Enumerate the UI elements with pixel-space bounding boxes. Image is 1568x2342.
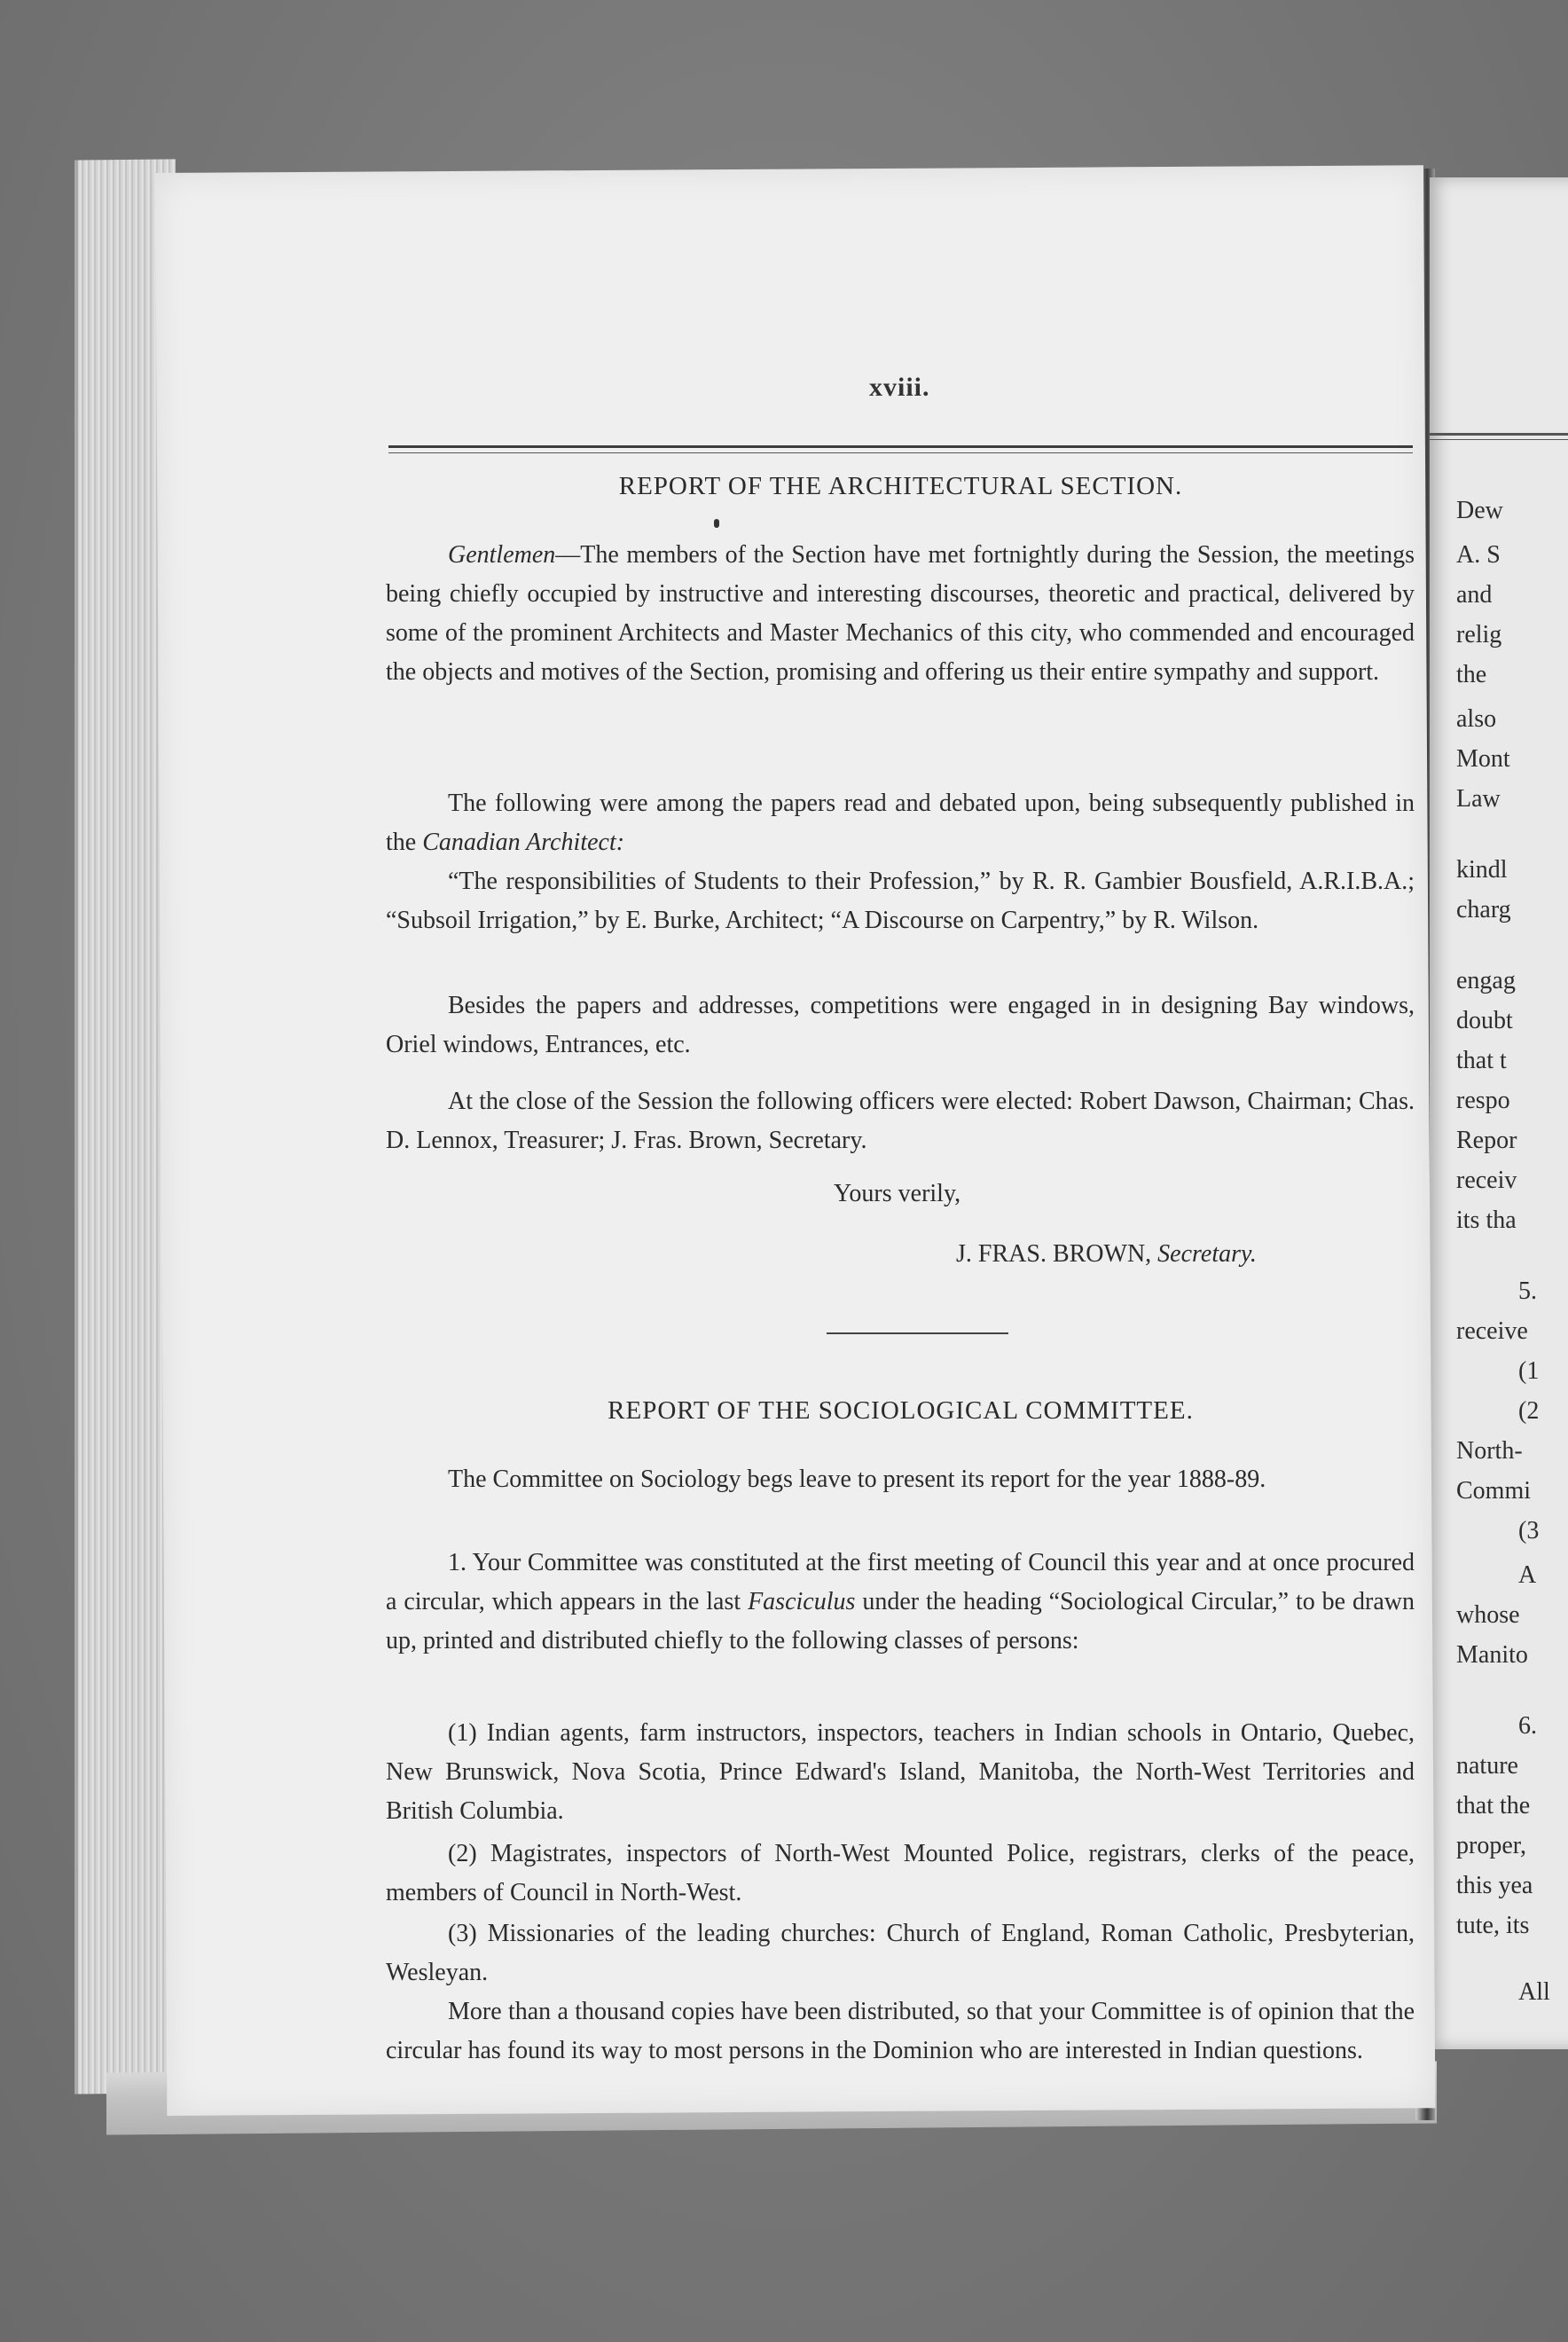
facing-page-fragment: whose — [1456, 1601, 1520, 1629]
architectural-heading: REPORT OF THE ARCHITECTURAL SECTION. — [618, 472, 1183, 500]
sociological-heading: REPORT OF THE SOCIOLOGICAL COMMITTEE. — [608, 1396, 1194, 1425]
sociological-intro: The Committee on Sociology begs leave to present its report for the year 1888-89. — [448, 1466, 1266, 1493]
class-1: (1) Indian agents, farm instructors, inspectors, teachers in Indian schools in Ontario, Quebec, New Brunswick, Nova Scotia, Prince Edward's Island, Manitoba, the North-West Territories and British Columbia. — [386, 1719, 1415, 1825]
facing-page-fragment: 6. — [1518, 1712, 1537, 1740]
page-number: xviii. — [869, 373, 930, 402]
facing-page-fragment: kindl — [1456, 856, 1508, 884]
facing-page-fragment: doubt — [1456, 1007, 1513, 1034]
facing-page-fragment: nature — [1456, 1752, 1518, 1780]
facing-page-fragment: relig — [1456, 621, 1502, 648]
facing-page-fragment: (2 — [1518, 1397, 1540, 1425]
architectural-paragraph-2 — [386, 784, 1415, 862]
architectural-paragraph-4: Besides the papers and addresses, competitions were engaged in in designing Bay windows, Oriel windows, Entrances, etc. — [386, 992, 1415, 1058]
facing-page-fragment: Commi — [1456, 1477, 1532, 1505]
facing-page-fragment: engag — [1456, 967, 1516, 994]
journal-name: Canadian Architect: — [422, 829, 625, 856]
print-mark — [714, 519, 719, 528]
item1-text-b: under the heading “Sociological Circular,” to be drawn up, printed and distributed chiefly to the following classes of persons: — [386, 1588, 1415, 1654]
sociological-closing-paragraph: More than a thousand copies have been distributed, so that your Committee is of opinion that the circular has found its way to most persons in the Dominion who are interested in Indian questions. — [386, 1998, 1415, 2064]
facing-page — [1430, 177, 1568, 2049]
facing-page-fragment: tute, its — [1456, 1912, 1530, 1939]
facing-page-fragment: A — [1518, 1561, 1537, 1589]
facing-page-fragment: this yea — [1456, 1872, 1533, 1899]
signature — [956, 1240, 1257, 1269]
signature-title: Secretary. — [1157, 1240, 1257, 1268]
facing-page-fragment: All — [1518, 1978, 1550, 2006]
facing-page-fragment: that the — [1456, 1792, 1531, 1819]
facing-page-fragment: 5. — [1518, 1277, 1537, 1305]
architectural-paragraph-1 — [386, 536, 1415, 692]
facing-page-fragment: Repor — [1456, 1127, 1517, 1154]
facing-page-fragment: North- — [1456, 1437, 1523, 1465]
facing-page-fragment: its tha — [1456, 1206, 1517, 1234]
header-rule — [388, 445, 1413, 448]
facing-page-fragment: that t — [1456, 1047, 1507, 1074]
facing-page-fragment: also — [1456, 705, 1497, 733]
facing-page-fragment: receive — [1456, 1317, 1528, 1345]
signature-name: J. FRAS. BROWN, — [956, 1240, 1158, 1268]
facing-page-fragment: Manito — [1456, 1641, 1528, 1669]
facing-page-fragment: (1 — [1518, 1357, 1540, 1385]
header-rule-thin — [388, 452, 1413, 453]
section-divider — [827, 1332, 1008, 1334]
facing-page-fragment: Dew — [1456, 497, 1503, 524]
sociological-item-1 — [386, 1544, 1415, 1661]
facing-page-fragment: proper, — [1456, 1832, 1526, 1859]
class-2: (2) Magistrates, inspectors of North-West Mounted Police, registrars, clerks of the peace, members of Council in North-West. — [386, 1840, 1415, 1906]
fasciculus: Fasciculus — [748, 1588, 856, 1615]
facing-page-fragment: respo — [1456, 1087, 1510, 1114]
architectural-paragraph-5: At the close of the Session the following officers were elected: Robert Dawson, Chairman; Chas. D. Lennox, Treasurer; J. Fras. Brown, Secretary. — [386, 1088, 1415, 1154]
class-3: (3) Missionaries of the leading churches: Church of England, Roman Catholic, Presbyterian, Wesleyan. — [386, 1920, 1415, 1986]
facing-page-fragment: Law — [1456, 785, 1501, 813]
facing-page-fragment: the — [1456, 661, 1487, 688]
facing-page-fragment: charg — [1456, 896, 1511, 923]
architectural-p1-text: —The members of the Section have met fortnightly during the Session, the meetings being chiefly occupied by instructive and interesting discourses, theoretic and practical, delivered by some of the prominent Architects and Master Mechanics of this city, who commended and encouraged the objects and motives of the Section, promising and offering us their entire sympathy and support. — [386, 541, 1415, 686]
architectural-p2-text: The following were among the papers read and debated upon, being subsequently published in the — [386, 790, 1415, 856]
item1-text-a: 1. Your Committee was constituted at the first meeting of Council this year and at once procured a circular, which appears in the last — [386, 1549, 1415, 1615]
salutation: Gentlemen — [448, 541, 556, 569]
facing-page-fragment: Mont — [1456, 745, 1510, 773]
architectural-paragraph-3: “The responsibilities of Students to their Profession,” by R. R. Gambier Bousfield, A.R.I.B.A.; “Subsoil Irrigation,” by E. Burke, Architect; “A Discourse on Carpentry,” by R. Wilson. — [386, 868, 1415, 934]
facing-page-fragment: (3 — [1518, 1517, 1540, 1544]
facing-page-fragment: receiv — [1456, 1167, 1517, 1194]
facing-page-fragment: and — [1456, 581, 1493, 609]
facing-page-rule — [1430, 433, 1568, 440]
closing-salutation: Yours verily, — [834, 1180, 961, 1207]
facing-page-fragment: A. S — [1456, 541, 1501, 569]
